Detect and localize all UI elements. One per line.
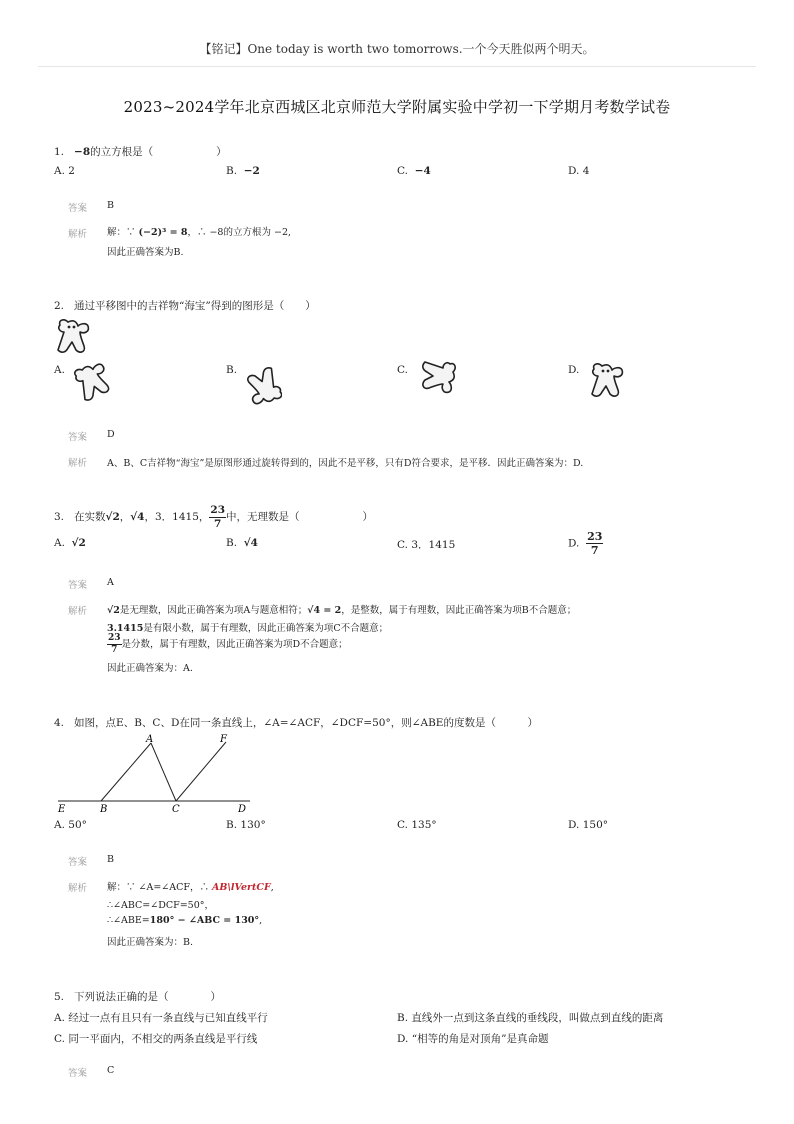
q3-option-a: A. √2 [54, 537, 86, 549]
q4-option-b: B. 130° [226, 819, 266, 831]
q2-analysis: A、B、C吉祥物“海宝”是原图形通过旋转得到的，因此不是平移，只有D符合要求，是平移．因此正确答案为：D. [107, 458, 584, 469]
q4-option-d: D. 150° [568, 819, 609, 831]
page-title: 2023~2024学年北京西城区北京师范大学附属实验中学初一下学期月考数学试卷 [123, 98, 671, 116]
question-5-stem: 5. 下列说法正确的是（ ） [54, 991, 222, 1003]
point-label-f: F [220, 734, 227, 745]
motto: 【铭记】One today is worth two tomorrows.一个今天胜似两个明天。 [199, 42, 595, 56]
q3-analysis-line1: √2是无理数，因此正确答案为项A与题意相符；√4 = 2，是整数，属于有理数，因此正确答案为项B不合题意； [107, 605, 577, 616]
q3-analysis-line2: 3.1415是有限小数，属于有理数，因此正确答案为项C不合题意； [107, 623, 389, 634]
q3-option-c: C. 3．1415 [397, 539, 456, 551]
analysis-label: 解析 [68, 229, 88, 240]
mascot-reference-image [54, 316, 94, 358]
q4-option-c: C. 135° [397, 819, 437, 831]
q3-analysis-line4: 因此正确答案为：A. [107, 663, 193, 674]
header-divider [38, 66, 756, 67]
question-number: 1. [54, 146, 65, 158]
q5-option-c: C. 同一平面内，不相交的两条直线是平行线 [54, 1033, 258, 1045]
q4-option-a: A. 50° [54, 819, 87, 831]
q2-option-b-mascot-image [242, 364, 282, 410]
q1-answer: B [107, 200, 114, 211]
q2-option-b: B. [226, 364, 238, 376]
question-number: 3. [54, 511, 65, 523]
q4-geometry-figure [54, 732, 254, 818]
segment-BA [101, 743, 151, 801]
q3-option-d: D. $\frac{23}{7}$ [568, 530, 603, 557]
q4-analysis-line4: 因此正确答案为：B. [107, 937, 194, 948]
q5-option-b: B. 直线外一点到这条直线的垂线段，叫做点到直线的距离 [397, 1012, 664, 1024]
q5-answer: C [107, 1065, 115, 1076]
q2-option-c: C. [397, 364, 408, 376]
answer-label: 答案 [68, 203, 88, 214]
q1-option-b: B. −2 [226, 165, 260, 177]
question-number: 2. [54, 300, 65, 312]
question-3-stem: 3. 在实数√2，√4，3．1415， $\frac{23}{7}$ 中，无理数是（ ） [54, 504, 374, 530]
segment-AC [151, 743, 176, 801]
question-number: 5. [54, 991, 65, 1003]
q5-option-d: D. “相等的角是对顶角”是真命题 [397, 1033, 549, 1045]
q2-option-a-mascot-image [74, 360, 114, 402]
question-number: 4. [54, 717, 65, 729]
point-label-d: D [238, 804, 247, 815]
q1-option-a: A. 2 [54, 165, 75, 177]
analysis-label: 解析 [68, 883, 88, 894]
fraction-23-7: $\frac{23}{7}$ [210, 504, 226, 530]
point-label-e: E [58, 804, 66, 815]
question-4-stem: 4. 如图，点E、B、C、D在同一条直线上，∠A=∠ACF，∠DCF=50°，则∠ABE的度数是（ ） [54, 717, 538, 729]
q2-option-a: A. [54, 364, 65, 376]
q4-analysis-line2: ∴∠ABC=∠DCF=50°， [107, 900, 214, 911]
q2-option-d: D. [568, 364, 580, 376]
q3-analysis-line3: $\frac{23}{7}$ 是分数，属于有理数，因此正确答案为项D不合题意； [108, 633, 348, 655]
math-neg8: −8 [74, 146, 91, 158]
question-2-stem: 2. 通过平移图中的吉祥物“海宝”得到的图形是（ ） [54, 300, 316, 312]
analysis-label: 解析 [68, 458, 88, 469]
answer-label: 答案 [68, 580, 88, 591]
q5-option-a: A. 经过一点有且只有一条直线与已知直线平行 [54, 1012, 268, 1024]
analysis-label: 解析 [68, 606, 88, 617]
q4-analysis-line3: ∴∠ABE=180° − ∠ABC = 130°, [107, 915, 263, 926]
q1-analysis-line1: 解：∵ (−2)³ = 8，∴ −8的立方根为 −2, [107, 227, 292, 238]
q2-answer: D [107, 429, 115, 440]
q4-analysis-line1: 解：∵ ∠A=∠ACF，∴ AB\lVertCF, [107, 882, 274, 893]
point-label-b: B [100, 804, 108, 815]
q1-analysis-line2: 因此正确答案为B. [107, 247, 184, 258]
answer-label: 答案 [68, 857, 88, 868]
answer-label: 答案 [68, 1068, 88, 1079]
point-label-c: C [172, 804, 180, 815]
q3-answer: A [107, 577, 114, 588]
q2-option-c-mascot-image [414, 358, 460, 398]
q1-option-d: D. 4 [568, 165, 590, 177]
question-1-stem [54, 144, 227, 159]
q3-option-b: B. √4 [226, 537, 258, 549]
stem-text: 的立方根是（ ） [90, 146, 227, 158]
q4-answer: B [107, 854, 114, 865]
ray-CF [176, 742, 226, 801]
answer-label: 答案 [68, 432, 88, 443]
point-label-a: A [146, 734, 154, 745]
q1-option-c: C. −4 [397, 165, 431, 177]
q2-option-d-mascot-image [588, 360, 628, 402]
